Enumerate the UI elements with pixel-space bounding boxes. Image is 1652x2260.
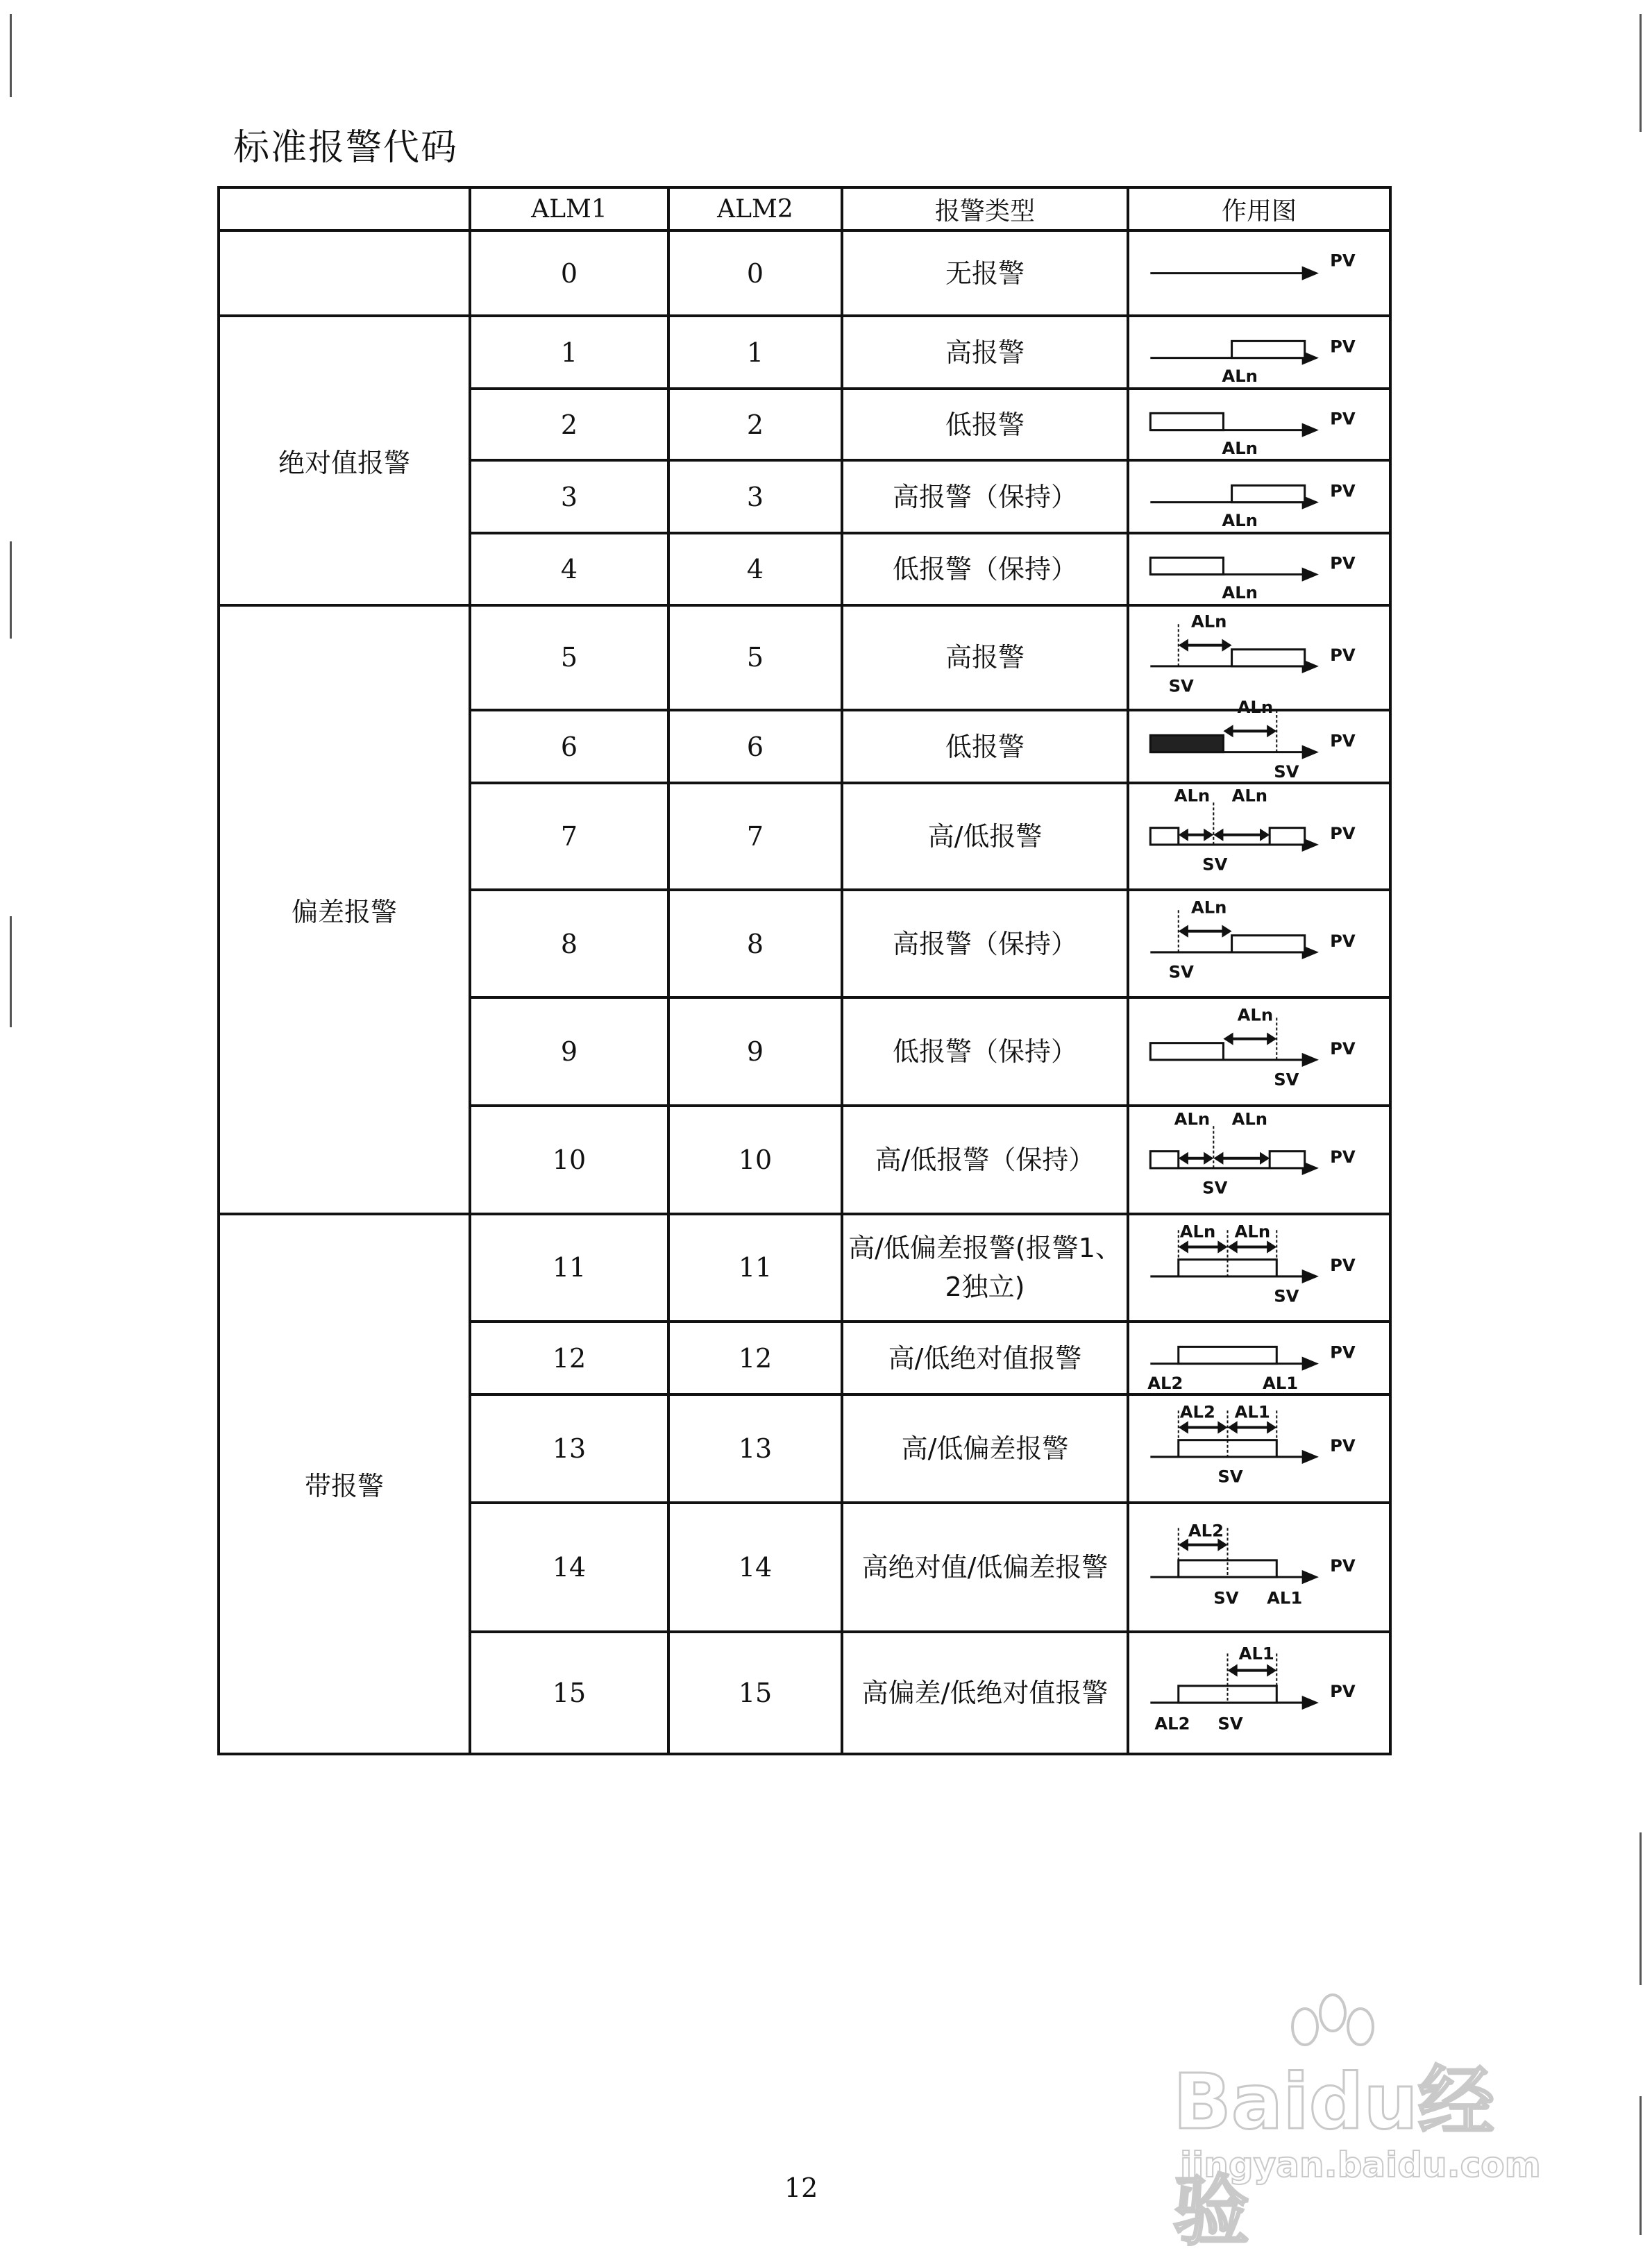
al2-label: AL2 bbox=[1188, 1520, 1224, 1541]
scan-edge-left-2 bbox=[10, 541, 12, 639]
alm1-cell: 8 bbox=[470, 890, 668, 998]
alm1-cell: 4 bbox=[470, 533, 668, 605]
pv-label: PV bbox=[1330, 823, 1356, 844]
pv-label: PV bbox=[1330, 480, 1356, 501]
alarm-type-cell: 高/低绝对值报警 bbox=[842, 1322, 1128, 1394]
sv-label: SV bbox=[1213, 1587, 1239, 1608]
aln-label: ALn bbox=[1174, 785, 1211, 806]
alarm-diagram-band-devabs bbox=[1129, 1633, 1389, 1753]
sv-label: SV bbox=[1168, 675, 1194, 695]
group-label: 带报警 bbox=[219, 1214, 470, 1754]
aln-label: AL2 bbox=[1179, 1401, 1215, 1422]
right-arrow-icon bbox=[1222, 925, 1231, 937]
alarm-zone-box bbox=[1150, 558, 1223, 575]
alarm-type-cell: 高报警（保持） bbox=[842, 460, 1128, 533]
left-arrow-icon bbox=[1223, 725, 1233, 737]
group-label: 偏差报警 bbox=[219, 605, 470, 1214]
al2-label: AL2 bbox=[1147, 1373, 1183, 1394]
alm1-cell: 9 bbox=[470, 997, 668, 1106]
alarm-zone-box bbox=[1150, 735, 1223, 752]
header-diagram: 作用图 bbox=[1128, 187, 1390, 230]
alarm-diagram-abs-low bbox=[1129, 390, 1389, 459]
alarm-zone-box bbox=[1150, 1152, 1178, 1168]
diagram-cell bbox=[1128, 890, 1390, 998]
alm1-cell: 6 bbox=[470, 710, 668, 783]
alm2-cell: 1 bbox=[668, 316, 842, 389]
left-arrow-icon bbox=[1179, 1240, 1188, 1253]
alarm-diagram-band-abs bbox=[1129, 1323, 1389, 1393]
right-arrow-icon bbox=[1260, 1152, 1270, 1165]
alarm-diagram-band-dev bbox=[1129, 1396, 1389, 1501]
al1-label: AL1 bbox=[1263, 1373, 1299, 1394]
sv-label: SV bbox=[1217, 1466, 1243, 1487]
aln-label: ALn bbox=[1190, 897, 1227, 918]
sv-label: SV bbox=[1274, 1069, 1299, 1090]
alarm-diagram-dev-low-hold bbox=[1129, 999, 1389, 1104]
diagram-cell bbox=[1128, 783, 1390, 890]
diagram-cell bbox=[1128, 1632, 1390, 1754]
alarm-diagram-band-dev-indep bbox=[1129, 1215, 1389, 1321]
alarm-type-cell: 无报警 bbox=[842, 230, 1128, 316]
sv-label: SV bbox=[1202, 854, 1228, 875]
pv-arrow-icon bbox=[1302, 1696, 1319, 1710]
alarm-diagram-dev-highlow-hold bbox=[1129, 1107, 1389, 1213]
alarm-type-cell: 高/低报警 bbox=[842, 783, 1128, 890]
aln-label: AL1 bbox=[1234, 1401, 1270, 1422]
alarm-zone-box bbox=[1232, 486, 1305, 503]
pv-arrow-icon bbox=[1302, 1450, 1319, 1464]
header-alm1: ALM1 bbox=[470, 187, 668, 230]
pv-arrow-icon bbox=[1302, 745, 1319, 759]
right-arrow-icon bbox=[1204, 1152, 1213, 1165]
alarm-zone-box bbox=[1270, 828, 1305, 845]
alarm-zone-box bbox=[1232, 935, 1305, 952]
table-row bbox=[219, 316, 1390, 389]
aln-label: ALn bbox=[1190, 610, 1227, 631]
group-label bbox=[219, 230, 470, 316]
pv-label: PV bbox=[1330, 1555, 1356, 1576]
alarm-type-cell: 低报警（保持） bbox=[842, 533, 1128, 605]
aln-label: ALn bbox=[1234, 1220, 1271, 1241]
pv-label: PV bbox=[1330, 1038, 1356, 1059]
alm1-cell: 2 bbox=[470, 389, 668, 460]
pv-label: PV bbox=[1330, 1680, 1356, 1701]
alarm-zone-box bbox=[1150, 414, 1223, 430]
alm2-cell: 5 bbox=[668, 605, 842, 711]
alm1-cell: 11 bbox=[470, 1214, 668, 1322]
page-number: 12 bbox=[784, 2173, 818, 2203]
pv-arrow-icon bbox=[1302, 1269, 1319, 1283]
right-arrow-icon bbox=[1222, 639, 1231, 651]
right-arrow-icon bbox=[1217, 1422, 1227, 1434]
diagram-cell bbox=[1128, 1106, 1390, 1214]
table-row bbox=[219, 1214, 1390, 1322]
aln-label: ALn bbox=[1179, 1220, 1216, 1241]
alarm-type-cell: 低报警 bbox=[842, 389, 1128, 460]
left-arrow-icon bbox=[1179, 1152, 1188, 1165]
header-alarm-type: 报警类型 bbox=[842, 187, 1128, 230]
alarm-diagram-none bbox=[1129, 232, 1389, 314]
alarm-diagram-dev-highlow bbox=[1129, 784, 1389, 888]
alarm-diagram-abs-low-hold bbox=[1129, 534, 1389, 603]
pv-label: PV bbox=[1330, 1254, 1356, 1275]
alarm-type-cell: 高/低偏差报警(报警1、2独立) bbox=[842, 1214, 1128, 1322]
sv-label: SV bbox=[1274, 761, 1299, 782]
pv-arrow-icon bbox=[1302, 568, 1319, 582]
diagram-cell bbox=[1128, 389, 1390, 460]
alm2-cell: 4 bbox=[668, 533, 842, 605]
pv-label: PV bbox=[1330, 553, 1356, 573]
alarm-zone-box bbox=[1232, 341, 1305, 358]
header-alm2: ALM2 bbox=[668, 187, 842, 230]
alarm-type-cell: 高报警 bbox=[842, 605, 1128, 711]
pv-arrow-icon bbox=[1302, 1053, 1319, 1067]
alm1-cell: 0 bbox=[470, 230, 668, 316]
alarm-type-cell: 低报警（保持） bbox=[842, 997, 1128, 1106]
diagram-cell bbox=[1128, 1322, 1390, 1394]
page-title: 标准报警代码 bbox=[233, 127, 459, 169]
pv-arrow-icon bbox=[1302, 267, 1319, 280]
alm1-cell: 15 bbox=[470, 1632, 668, 1754]
aln-label: ALn bbox=[1231, 785, 1268, 806]
alm2-cell: 2 bbox=[668, 389, 842, 460]
watermark-logo: Baidu经验 bbox=[1173, 2057, 1494, 2256]
aln-label: ALn bbox=[1174, 1108, 1211, 1129]
alarm-diagram-abs-high-hold bbox=[1129, 462, 1389, 532]
alm2-cell: 9 bbox=[668, 997, 842, 1106]
alm1-cell: 14 bbox=[470, 1503, 668, 1632]
scan-edge-right-3 bbox=[1640, 2096, 1642, 2235]
alm2-cell: 15 bbox=[668, 1632, 842, 1754]
alarm-diagram-band-absdev bbox=[1129, 1504, 1389, 1630]
sv-label: SV bbox=[1274, 1285, 1299, 1306]
alm1-cell: 1 bbox=[470, 316, 668, 389]
alm1-cell: 13 bbox=[470, 1394, 668, 1503]
pv-arrow-icon bbox=[1302, 1570, 1319, 1584]
alarm-type-cell: 高绝对值/低偏差报警 bbox=[842, 1503, 1128, 1632]
alarm-type-cell: 低报警 bbox=[842, 710, 1128, 783]
alarm-zone-box bbox=[1179, 1347, 1277, 1364]
diagram-cell bbox=[1128, 230, 1390, 316]
diagram-cell bbox=[1128, 460, 1390, 533]
alm1-cell: 10 bbox=[470, 1106, 668, 1214]
left-arrow-icon bbox=[1228, 1422, 1238, 1434]
alarm-zone-box bbox=[1232, 649, 1305, 666]
pv-label: PV bbox=[1330, 1342, 1356, 1363]
aln-label: ALn bbox=[1222, 510, 1258, 531]
scan-edge-left-3 bbox=[10, 916, 12, 1027]
right-arrow-icon bbox=[1217, 1240, 1227, 1253]
al1-label: AL1 bbox=[1238, 1643, 1274, 1664]
pv-label: PV bbox=[1330, 250, 1356, 271]
alarm-zone-box bbox=[1150, 1043, 1223, 1060]
diagram-cell bbox=[1128, 997, 1390, 1106]
pv-label: PV bbox=[1330, 1435, 1356, 1456]
diagram-cell bbox=[1128, 1503, 1390, 1632]
table-header-row bbox=[219, 187, 1390, 230]
pv-label: PV bbox=[1330, 930, 1356, 951]
alm1-cell: 3 bbox=[470, 460, 668, 533]
alarm-diagram-dev-high-hold bbox=[1129, 891, 1389, 997]
watermark-url: jingyan.baidu.com bbox=[1180, 2145, 1541, 2185]
diagram-cell bbox=[1128, 1214, 1390, 1322]
left-arrow-icon bbox=[1228, 1664, 1238, 1676]
alarm-type-cell: 高偏差/低绝对值报警 bbox=[842, 1632, 1128, 1754]
aln-label: ALn bbox=[1222, 582, 1258, 603]
alm2-cell: 10 bbox=[668, 1106, 842, 1214]
aln-label: ALn bbox=[1222, 438, 1258, 459]
alm2-cell: 12 bbox=[668, 1322, 842, 1394]
left-arrow-icon bbox=[1213, 829, 1223, 841]
pv-label: PV bbox=[1330, 1146, 1356, 1167]
diagram-cell bbox=[1128, 1394, 1390, 1503]
pv-label: PV bbox=[1330, 644, 1356, 665]
alarm-type-cell: 高/低偏差报警 bbox=[842, 1394, 1128, 1503]
alm1-cell: 7 bbox=[470, 783, 668, 890]
alarm-zone-box bbox=[1150, 828, 1178, 845]
diagram-cell bbox=[1128, 605, 1390, 711]
scan-edge-right-2 bbox=[1640, 1832, 1642, 1985]
left-arrow-icon bbox=[1179, 1422, 1188, 1434]
left-arrow-icon bbox=[1179, 1538, 1188, 1551]
table-row bbox=[219, 230, 1390, 316]
alarm-diagram-dev-high bbox=[1129, 607, 1389, 709]
left-arrow-icon bbox=[1179, 639, 1188, 651]
alarm-diagram-abs-high bbox=[1129, 317, 1389, 387]
alarm-diagram-dev-low bbox=[1129, 697, 1389, 782]
right-arrow-icon bbox=[1267, 1033, 1276, 1045]
sv-label: SV bbox=[1217, 1713, 1243, 1734]
alm2-cell: 8 bbox=[668, 890, 842, 998]
pv-arrow-icon bbox=[1302, 1357, 1319, 1371]
alarm-type-cell: 高报警（保持） bbox=[842, 890, 1128, 998]
right-arrow-icon bbox=[1267, 1240, 1276, 1253]
diagram-cell bbox=[1128, 697, 1390, 783]
alm2-cell: 3 bbox=[668, 460, 842, 533]
al1-label: AL1 bbox=[1267, 1587, 1303, 1608]
al2-label: AL2 bbox=[1154, 1713, 1190, 1734]
group-label: 绝对值报警 bbox=[219, 316, 470, 605]
alm1-cell: 12 bbox=[470, 1322, 668, 1394]
alarm-type-cell: 高/低报警（保持） bbox=[842, 1106, 1128, 1214]
right-arrow-icon bbox=[1204, 829, 1213, 841]
left-arrow-icon bbox=[1228, 1240, 1238, 1253]
alm2-cell: 0 bbox=[668, 230, 842, 316]
alarm-zone-box bbox=[1270, 1152, 1305, 1168]
alarm-code-table bbox=[217, 186, 1392, 1755]
aln-label: ALn bbox=[1231, 1108, 1268, 1129]
alm2-cell: 14 bbox=[668, 1503, 842, 1632]
pv-arrow-icon bbox=[1302, 423, 1319, 437]
left-arrow-icon bbox=[1223, 1033, 1233, 1045]
pv-label: PV bbox=[1330, 730, 1356, 751]
scan-edge-left-1 bbox=[10, 14, 12, 97]
alm2-cell: 11 bbox=[668, 1214, 842, 1322]
diagram-cell bbox=[1128, 316, 1390, 389]
left-arrow-icon bbox=[1213, 1152, 1223, 1165]
alm1-cell: 5 bbox=[470, 605, 668, 711]
scan-edge-right-1 bbox=[1640, 14, 1642, 132]
left-arrow-icon bbox=[1179, 829, 1188, 841]
baidu-watermark bbox=[1159, 1999, 1562, 2256]
pv-label: PV bbox=[1330, 336, 1356, 357]
alm2-cell: 6 bbox=[668, 710, 842, 783]
alarm-type-cell: 高报警 bbox=[842, 316, 1128, 389]
alm2-cell: 13 bbox=[668, 1394, 842, 1503]
right-arrow-icon bbox=[1267, 1422, 1276, 1434]
right-arrow-icon bbox=[1267, 725, 1276, 737]
table-row bbox=[219, 605, 1390, 711]
right-arrow-icon bbox=[1260, 829, 1270, 841]
aln-label: ALn bbox=[1222, 366, 1258, 387]
right-arrow-icon bbox=[1267, 1664, 1276, 1676]
diagram-cell bbox=[1128, 533, 1390, 605]
header-category bbox=[219, 187, 470, 230]
pv-label: PV bbox=[1330, 408, 1356, 429]
sv-label: SV bbox=[1168, 961, 1194, 982]
aln-label: ALn bbox=[1237, 697, 1274, 718]
left-arrow-icon bbox=[1179, 925, 1188, 937]
alm2-cell: 7 bbox=[668, 783, 842, 890]
sv-label: SV bbox=[1202, 1177, 1228, 1198]
aln-label: ALn bbox=[1237, 1004, 1274, 1025]
